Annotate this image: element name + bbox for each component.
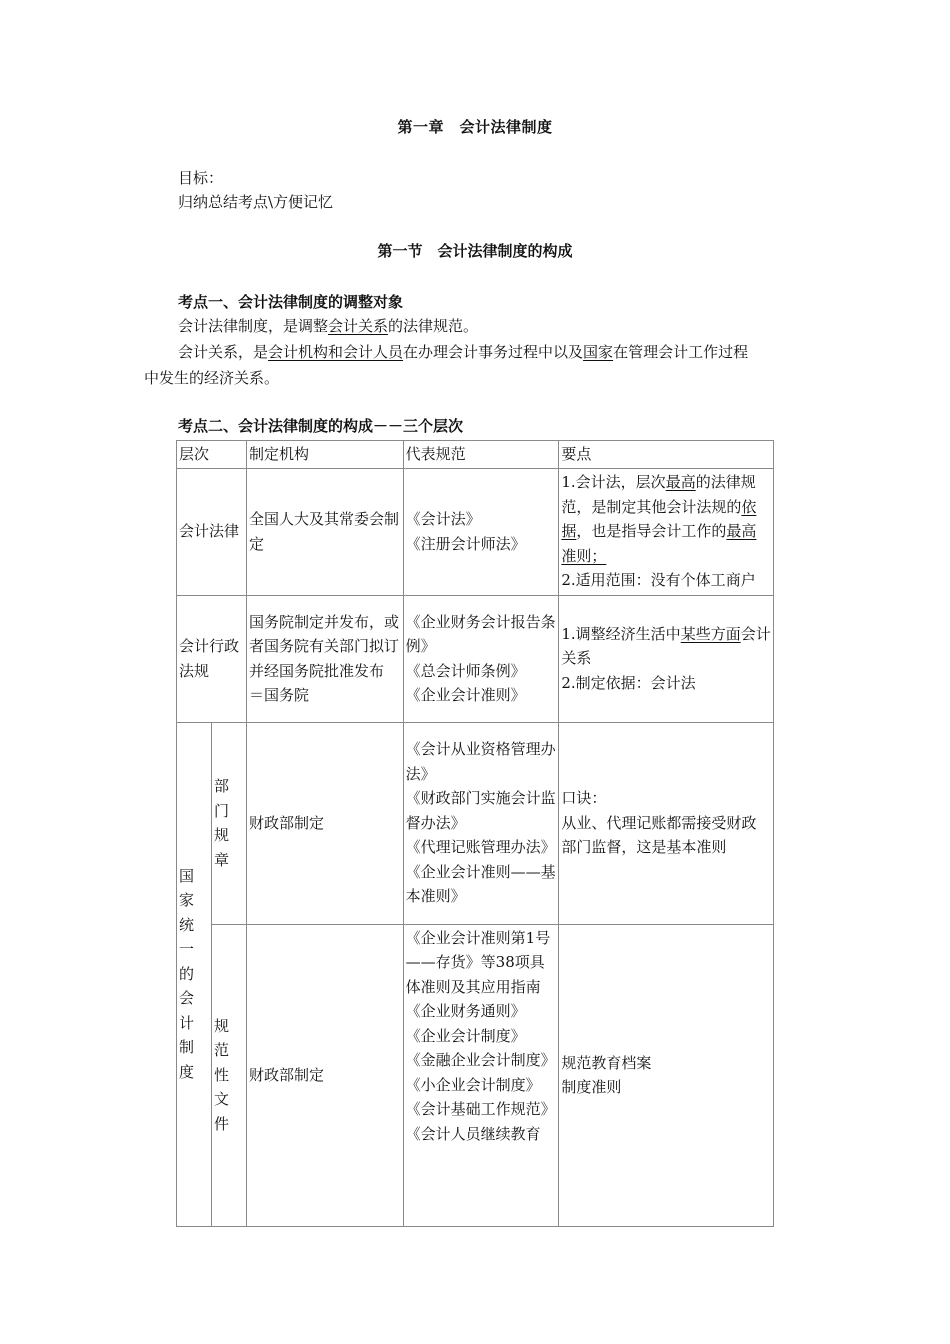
row1-key-a: 1.会计法，层次 (561, 473, 666, 492)
row2-key (559, 595, 774, 722)
row1-key-d: 2.适用范围：没有个体工商户 (561, 571, 756, 590)
rep-item: 《总会计师条例》 (405, 661, 526, 680)
table-header-row (177, 441, 774, 469)
rep-item: 《金融企业会计制度》 (405, 1051, 556, 1069)
hierarchy-table (176, 440, 774, 1227)
key-line: 规范教育档案 (561, 1053, 652, 1072)
group-label-cell (177, 722, 212, 1226)
row3-sub: 部门规章 (213, 777, 229, 869)
row1-key-b: 的法律规范，是制定其他会计法规的 (561, 473, 756, 516)
row1-org: 全国人大及其常委会制定 (246, 468, 403, 595)
row1-key-u2: 依据 (561, 497, 757, 541)
point1-line1-a: 会计法律制度，是调整 (178, 317, 329, 335)
row4-org: 财政部制定 (246, 924, 403, 1226)
row1-rep (403, 468, 559, 595)
header-level: 层次 (177, 441, 247, 469)
point1-line2-underline2: 国家 (583, 343, 614, 361)
rep-item: 《会计基础工作规范》 (405, 1100, 556, 1118)
row3-sub-cell (211, 722, 246, 924)
rep-item: 《企业财务通则》 (405, 1002, 526, 1020)
rep-item: 《会计人员继续教育 (405, 1124, 541, 1143)
point1-line2-underline1: 会计机构和会计人员 (268, 343, 404, 361)
rep-item: 《企业会计准则第1号——存货》等38项具体准则及其应用指南 (405, 928, 551, 996)
rep-item: 《会计从业资格管理办法》 (405, 740, 556, 783)
point1-line2 (178, 340, 748, 364)
point1-line3: 中发生的经济关系。 (144, 369, 280, 387)
rep-item: 《企业财务会计报告条例》 (405, 612, 556, 655)
header-rep: 代表规范 (403, 441, 559, 469)
point1-line2-a: 会计关系，是 (178, 343, 269, 361)
row4-rep (403, 924, 559, 1226)
row3-key (559, 722, 774, 924)
row4-key (559, 924, 774, 1226)
row2-key-u1: 某些方面 (680, 624, 741, 643)
table-row (177, 722, 774, 924)
rep-item: 《代理记账管理办法》 (405, 838, 556, 857)
point1-line2-b: 在办理会计事务过程中以及 (403, 343, 584, 361)
point1-line1-underline: 会计关系 (328, 317, 389, 335)
header-org: 制定机构 (246, 441, 403, 469)
table-row (177, 595, 774, 722)
row1-key (559, 468, 774, 595)
table-row (177, 924, 774, 1226)
row2-key-c: 2.制定依据：会计法 (561, 673, 696, 692)
row2-key-a: 1.调整经济生活中 (561, 624, 681, 643)
point1-line2-c: 在管理会计工作过程 (613, 343, 749, 361)
key-line: 口诀： (561, 789, 607, 808)
row3-rep (403, 722, 559, 924)
table-row (177, 468, 774, 595)
row2-key-b: 会计关系 (561, 624, 771, 668)
org-line: ＝国务院 (248, 686, 309, 704)
key-line: 制度准则 (561, 1078, 622, 1096)
rep-item: 《企业会计准则》 (405, 686, 526, 704)
rep-item: 《企业会计制度》 (405, 1026, 526, 1045)
rep-item: 《会计法》 (405, 510, 481, 528)
row1-key-u1: 最高 (665, 473, 696, 492)
rep-item: 《财政部门实施会计监督办法》 (405, 789, 556, 832)
row4-sub-cell (211, 924, 246, 1226)
row4-rep-list (406, 926, 557, 1222)
row1-level: 会计法律 (177, 468, 247, 595)
section-title: 第一节 会计法律制度的构成 (377, 242, 573, 260)
goal-label: 目标： (178, 169, 224, 187)
rep-item: 《小企业会计制度》 (405, 1075, 541, 1094)
point2-heading: 考点二、会计法律制度的构成－－三个层次 (178, 417, 464, 435)
rep-item: 《注册会计师法》 (405, 534, 526, 553)
point1-line1 (178, 314, 478, 338)
row3-org: 财政部制定 (246, 722, 403, 924)
rep-item: 《企业会计准则——基本准则》 (405, 862, 556, 906)
row2-level: 会计行政法规 (177, 595, 247, 722)
row2-rep (403, 595, 559, 722)
row2-org (246, 595, 403, 722)
row4-sub: 规范性文件 (213, 1016, 229, 1133)
row1-key-c: ，也是指导会计工作的 (576, 522, 727, 541)
point1-heading: 考点一、会计法律制度的调整对象 (178, 293, 404, 311)
goal-text: 归纳总结考点\方便记忆 (178, 193, 334, 211)
point1-line1-b: 的法律规范。 (388, 317, 479, 335)
key-line: 从业、代理记账都需接受财政部门监督，这是基本准则 (561, 813, 757, 857)
chapter-title: 第一章 会计法律制度 (397, 118, 553, 136)
group-label: 国家统一的会计制度 (179, 866, 195, 1081)
row1-key-u3: 最高准则； (561, 522, 757, 565)
org-line: 国务院制定并发布，或者国务院有关部门拟订并经国务院批准发布 (248, 612, 399, 680)
header-key: 要点 (559, 441, 774, 469)
